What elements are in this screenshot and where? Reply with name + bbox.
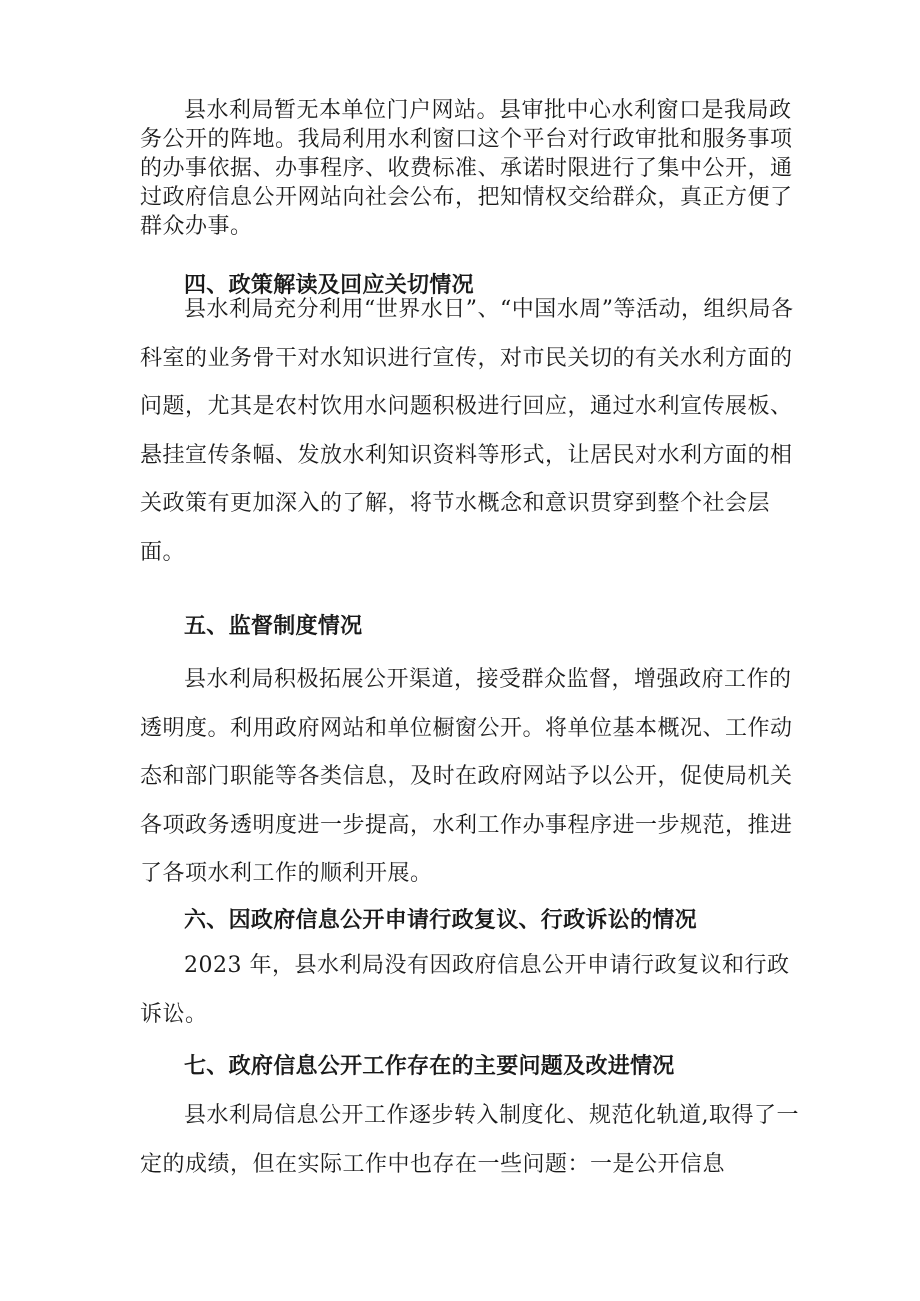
paragraph-administrative-review: 2023 年，县水利局没有因政府信息公开申请行政复议和行政诉讼。 [140, 953, 790, 1027]
paragraph-portal-website: 县水利局暂无本单位门户网站。县审批中心水利窗口是我局政务公开的阵地。我局利用水利窗口这个平台对行政审批和服务事项的办事依据、办事程序、收费标准、承诺时限进行了集中公开，通过政府信息公开网站向社会公布，把知情权交给群众，真正方便了群众办事。 [140, 98, 793, 239]
paragraph-problems-improvements: 县水利局信息公开工作逐步转入制度化、规范化轨道,取得了一定的成绩，但在实际工作中也存在一些问题：一是公开信息 [140, 1103, 799, 1177]
paragraph-policy-interpretation: 县水利局充分利用“世界水日”、“中国水周”等活动，组织局各科室的业务骨干对水知识进行宣传，对市民关切的有关水利方面的问题，尤其是农村饮用水问题积极进行回应，通过水利宣传展板、悬挂宣传条幅、发放水利知识资料等形式，让居民对水利方面的相关政策有更加深入的了解，将节水概念和意识贯穿到整个社会层面。 [140, 297, 794, 565]
section-heading-administrative-review: 六、因政府信息公开申请行政复议、行政诉讼的情况 [184, 908, 697, 933]
section-heading-supervision: 五、监督制度情况 [184, 614, 363, 639]
paragraph-supervision: 县水利局积极拓展公开渠道，接受群众监督，增强政府工作的透明度。利用政府网站和单位橱窗公开。将单位基本概况、工作动态和部门职能等各类信息，及时在政府网站予以公开，促使局机关各项政务透明度进一步提高，水利工作办事程序进一步规范，推进了各项水利工作的顺利开展。 [140, 667, 793, 886]
section-heading-problems-improvements: 七、政府信息公开工作存在的主要问题及改进情况 [184, 1054, 675, 1079]
section-heading-policy-interpretation: 四、政策解读及回应关切情况 [184, 273, 474, 298]
